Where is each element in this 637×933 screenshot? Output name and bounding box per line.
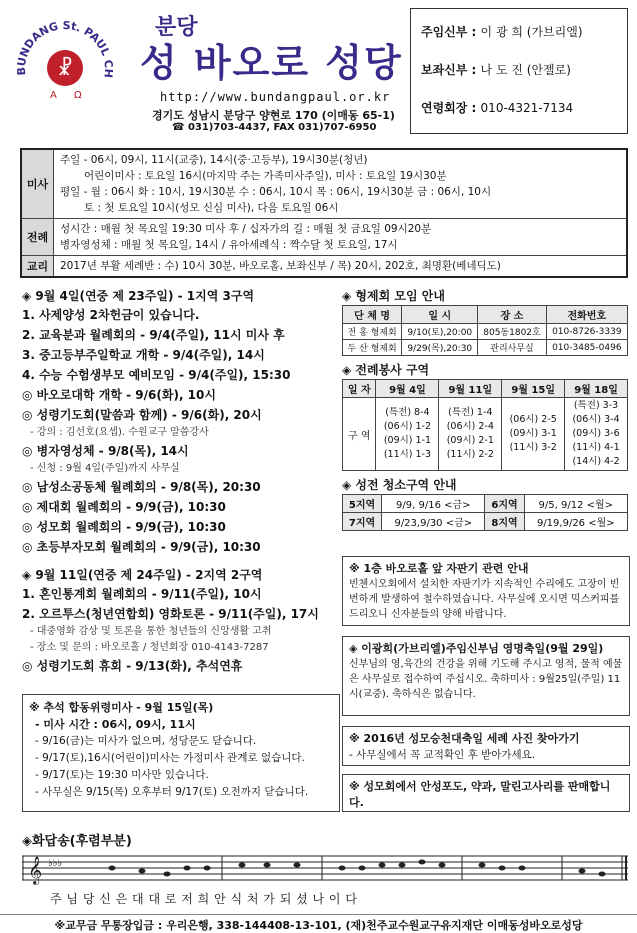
announcement-item: ◎ 병자영성체 - 9/8(목), 14시	[22, 444, 189, 458]
cell-line: (09시) 3-1	[509, 428, 557, 439]
table-cell	[502, 398, 565, 471]
table-cell: 9/19,9/26 <월>	[524, 513, 627, 531]
cell-line: (09시) 1-1	[383, 435, 432, 446]
table-cell: 5지역	[343, 495, 382, 513]
announcement-item: ◎ 제대회 월례회의 - 9/9(금), 10:30	[22, 500, 226, 514]
table-header: 9월 4일	[376, 380, 439, 398]
sale-notice	[342, 774, 630, 812]
announcement-item: 1. 사제양성 2차헌금이 있습니다.	[22, 308, 200, 322]
announcement-subitem: - 신청 : 9월 4일(주일)까지 사무실	[30, 463, 180, 474]
table-row	[343, 340, 628, 356]
table-cell: 9/5, 9/12 <월>	[524, 495, 627, 513]
table-cell: 구 역	[343, 398, 376, 471]
sacrament-line: 병자영성체 : 매월 첫 목요일, 14시 / 유아세례식 : 짝수달 첫 토요일, 17시	[60, 239, 398, 251]
chuseok-title: ※ 추석 합동위령미사 - 9월 15일(목)	[29, 701, 214, 714]
table-row	[343, 513, 628, 531]
cell-line: (11시) 1-3	[383, 449, 432, 460]
feast-notice	[342, 636, 630, 716]
staff-name: 010-4321-7134	[480, 101, 574, 115]
announcement-subitem: - 장소 및 문의 : 바오로홀 / 청년회장 010-4143-7287	[30, 642, 269, 653]
svg-text:BUNDANG St. PAUL CHURCH: BUNDANG St. PAUL CH	[14, 19, 116, 79]
table-cell	[565, 398, 628, 471]
week1-header: ◈ 9월 4일(연중 제 23주일) - 1지역 3구역	[22, 289, 255, 303]
doctrine-label: 교리	[22, 256, 54, 276]
cleaning-header: ◈ 성전 청소구역 안내	[342, 478, 457, 492]
table-row	[343, 324, 628, 340]
announcement-item: 1. 혼인통계회 월례회의 - 9/11(주일), 10시	[22, 587, 262, 601]
footer-account-info: ※교무금 무통장입금 : 우리은행, 338-144408-13-101, (재)천주교수원교구유지재단 이매동성바오로성당	[0, 914, 637, 933]
announcement-item: 4. 수능 수험생부모 예비모임 - 9/4(주일), 15:30	[22, 368, 291, 382]
sacrament-line: 성시간 : 매월 첫 목요일 19:30 미사 후 / 십자가의 길 : 매월 첫 금요일 09시20분	[60, 223, 432, 235]
chuseok-line: - 9/17(토)는 19:30 미사만 있습니다.	[35, 769, 209, 781]
svg-text:A: A	[50, 90, 57, 101]
chuseok-notice-box	[22, 694, 340, 812]
cell-line: (14시) 4-2	[572, 456, 620, 467]
announcement-item: ◎ 바오로대학 개학 - 9/6(화), 10시	[22, 388, 216, 402]
cell-line: (11시) 3-2	[509, 442, 557, 453]
mass-line: 어린이미사 : 토요일 16시(마지막 주는 가족미사주일), 미사 : 토요일 19시30분	[84, 170, 447, 182]
photo-notice	[342, 726, 630, 766]
table-cell	[439, 398, 502, 471]
staff-name: 나 도 진 (안젤로)	[480, 63, 571, 77]
announcement-item: ◎ 성모회 월례회의 - 9/9(금), 10:30	[22, 520, 226, 534]
church-title-small: 분당	[155, 15, 198, 40]
table-cell: 9/10(토),20:00	[402, 324, 478, 340]
cell-line: (06시) 1-2	[383, 421, 432, 432]
mass-line: 토 : 첫 토요일 10시(성모 신심 미사), 다음 토요일 06시	[84, 202, 339, 214]
church-url[interactable]: http://www.bundangpaul.or.kr	[160, 90, 391, 104]
announcement-item: ◎ 초등부자모회 월례회의 - 9/9(금), 10:30	[22, 540, 261, 554]
announcement-item: ◎ 성령기도회 휴회 - 9/13(화), 추석연휴	[22, 659, 243, 673]
church-logo	[12, 8, 118, 114]
table-header: 9월 15일	[502, 380, 565, 398]
chuseok-line: - 사무실은 9/15(목) 오후부터 9/17(토) 오전까지 닫습니다.	[35, 786, 309, 798]
cell-line: (특전) 8-4	[385, 407, 430, 418]
table-cell: 7지역	[343, 513, 382, 531]
table-cell: 6지역	[485, 495, 524, 513]
announcement-subitem: - 대중영화 감상 및 토론을 통한 청년들의 신앙생활 고취	[30, 626, 272, 637]
table-header: 9월 18일	[565, 380, 628, 398]
staff-role: 주임신부 :	[421, 25, 477, 39]
announcement-item: 2. 오르투스(청년연합회) 영화토론 - 9/11(주일), 17시	[22, 607, 319, 621]
mass-row	[22, 150, 626, 219]
sisterhood-table	[342, 305, 628, 356]
table-row	[343, 495, 628, 513]
table-header: 단 체 명	[343, 306, 402, 324]
week2-header: ◈ 9월 11일(연중 제 24주일) - 2지역 2구역	[22, 568, 263, 582]
doctrine-line: 2017년 부활 세례반 : 수) 10시 30분, 바오로홀, 보좌신부 / 목) 20시, 202호, 최명환(베네딕도)	[60, 260, 501, 272]
staff-row	[421, 23, 583, 40]
notice-title: ※ 2016년 성모승천대축일 세례 사진 찾아가기	[349, 732, 580, 745]
liturgy-table	[342, 379, 628, 471]
liturgy-header: ◈ 전례봉사 구역	[342, 363, 430, 377]
table-header: 일 시	[402, 306, 478, 324]
table-cell: 9/9, 9/16 <금>	[382, 495, 485, 513]
cell-line: (11시) 4-1	[572, 442, 620, 453]
table-cell: 두 산 형제회	[343, 340, 402, 356]
notice-title: ※ 1층 바오로홀 앞 자판기 관련 안내	[349, 562, 529, 575]
staff-row	[421, 61, 571, 78]
announcement-item: ◎ 성령기도회(말씀과 함께) - 9/6(화), 20시	[22, 408, 262, 422]
cleaning-table	[342, 494, 628, 531]
staff-name: 이 광 희 (가브리엘)	[480, 25, 583, 39]
mass-line: 주일 - 06시, 09시, 11시(교중), 14시(중·고등부), 19시30분(청년)	[60, 154, 368, 166]
mass-line: 평일 - 월 : 06시 화 : 10시, 19시30분 수 : 06시, 10시 목 : 06시, 19시30분 금 : 06시, 10시	[60, 186, 492, 198]
announcements-left	[22, 286, 340, 676]
table-header: 9월 11일	[439, 380, 502, 398]
mass-schedule-table	[20, 148, 628, 278]
svg-text:♭♭♭: ♭♭♭	[48, 858, 63, 869]
notice-title: ※ 성모회에서 안성포도, 약과, 말린고사리를 판매합니다.	[349, 780, 611, 809]
vending-notice	[342, 556, 630, 626]
table-cell: 관리사무실	[478, 340, 546, 356]
cell-line: (09시) 3-6	[572, 428, 620, 439]
staff-row	[421, 99, 573, 116]
hymn-title: ◈화답송(후렴부분)	[22, 834, 132, 849]
table-cell: 010-8726-3339	[546, 324, 627, 340]
notice-title: ◈ 이광희(가브리엘)주임신부님 영명축일(9월 29일)	[349, 642, 604, 655]
table-cell: 9/29(목),20:30	[402, 340, 478, 356]
mass-label: 미사	[22, 150, 54, 218]
announcement-item: ◎ 남성소공동체 월례회의 - 9/8(목), 20:30	[22, 480, 261, 494]
svg-text:☧: ☧	[57, 56, 73, 80]
notice-body: - 사무실에서 꼭 교적확인 후 받아가세요.	[349, 749, 536, 761]
chuseok-line: - 9/16(금)는 미사가 없으며, 성당문도 닫습니다.	[35, 735, 257, 747]
table-cell: 9/23,9/30 <금>	[382, 513, 485, 531]
table-cell: 전 홍 형제회	[343, 324, 402, 340]
cell-line: (특전) 1-4	[448, 407, 493, 418]
table-row	[343, 398, 628, 471]
church-title: 성 바오로 성당	[140, 41, 403, 85]
notice-body: 신부님의 영,육간의 건강을 위해 기도해 주시고 영적, 물적 예물은 사무실로 접수하여 주십시오. 축하미사 : 9월25일(주일) 11시(교중). 축하식은 없습니다.	[349, 659, 623, 700]
cell-line: (06시) 2-5	[509, 414, 557, 425]
chuseok-time: - 미사 시간 : 06시, 09시, 11시	[35, 718, 196, 731]
cell-line: (09시) 2-1	[446, 435, 494, 446]
table-header: 전화번호	[546, 306, 627, 324]
announcements-right	[342, 286, 630, 531]
table-cell: 010-3485-0496	[546, 340, 627, 356]
table-cell: 805동1802호	[478, 324, 546, 340]
cell-line: (11시) 2-2	[446, 449, 494, 460]
announcement-item: 2. 교육분과 월례회의 - 9/4(주일), 11시 미사 후	[22, 328, 285, 342]
staff-box	[410, 8, 628, 134]
doctrine-row	[22, 256, 626, 276]
cell-line: (특전) 3-3	[573, 400, 619, 411]
cell-line: (06시) 3-4	[572, 414, 620, 425]
chuseok-line: - 9/17(토),16시(어린이)미사는 가정미사 관계로 없습니다.	[35, 752, 305, 764]
staff-role: 보좌신부 :	[421, 63, 477, 77]
table-cell: 8지역	[485, 513, 524, 531]
sacrament-label: 전례	[22, 219, 54, 255]
svg-text:Ω: Ω	[74, 90, 82, 101]
church-address: 경기도 성남시 분당구 양현로 170 (이매동 65-1)	[152, 109, 395, 122]
svg-text:𝄞: 𝄞	[28, 856, 43, 884]
sacrament-row	[22, 219, 626, 256]
table-cell	[376, 398, 439, 471]
hymn-lyrics: 주 님 당 신 은 대 대 로 저 희 안 식 처 가 되 셨 나 이 다	[50, 892, 358, 906]
cell-line: (06시) 2-4	[446, 421, 494, 432]
announcement-item: 3. 중고등부주일학교 개학 - 9/4(주일), 14시	[22, 348, 265, 362]
sisterhood-header: ◈ 형제회 모임 안내	[342, 289, 445, 303]
church-phone: ☎ 031)703-4437, FAX 031)707-6950	[172, 122, 377, 133]
table-header: 장 소	[478, 306, 546, 324]
table-header: 일 자	[343, 380, 376, 398]
notice-body: 빈첸시오회에서 설치한 자판기가 지속적인 수리에도 고장이 빈번하게 발생하여 철수하였습니다. 사무실에 오시면 믹스커피를 드리오니 신자분들의 양해 바랍니다.	[349, 579, 620, 620]
announcement-subitem: - 강의 : 김선호(요셉). 수원교구 말씀강사	[30, 427, 209, 438]
staff-role: 연령회장 :	[421, 101, 477, 115]
